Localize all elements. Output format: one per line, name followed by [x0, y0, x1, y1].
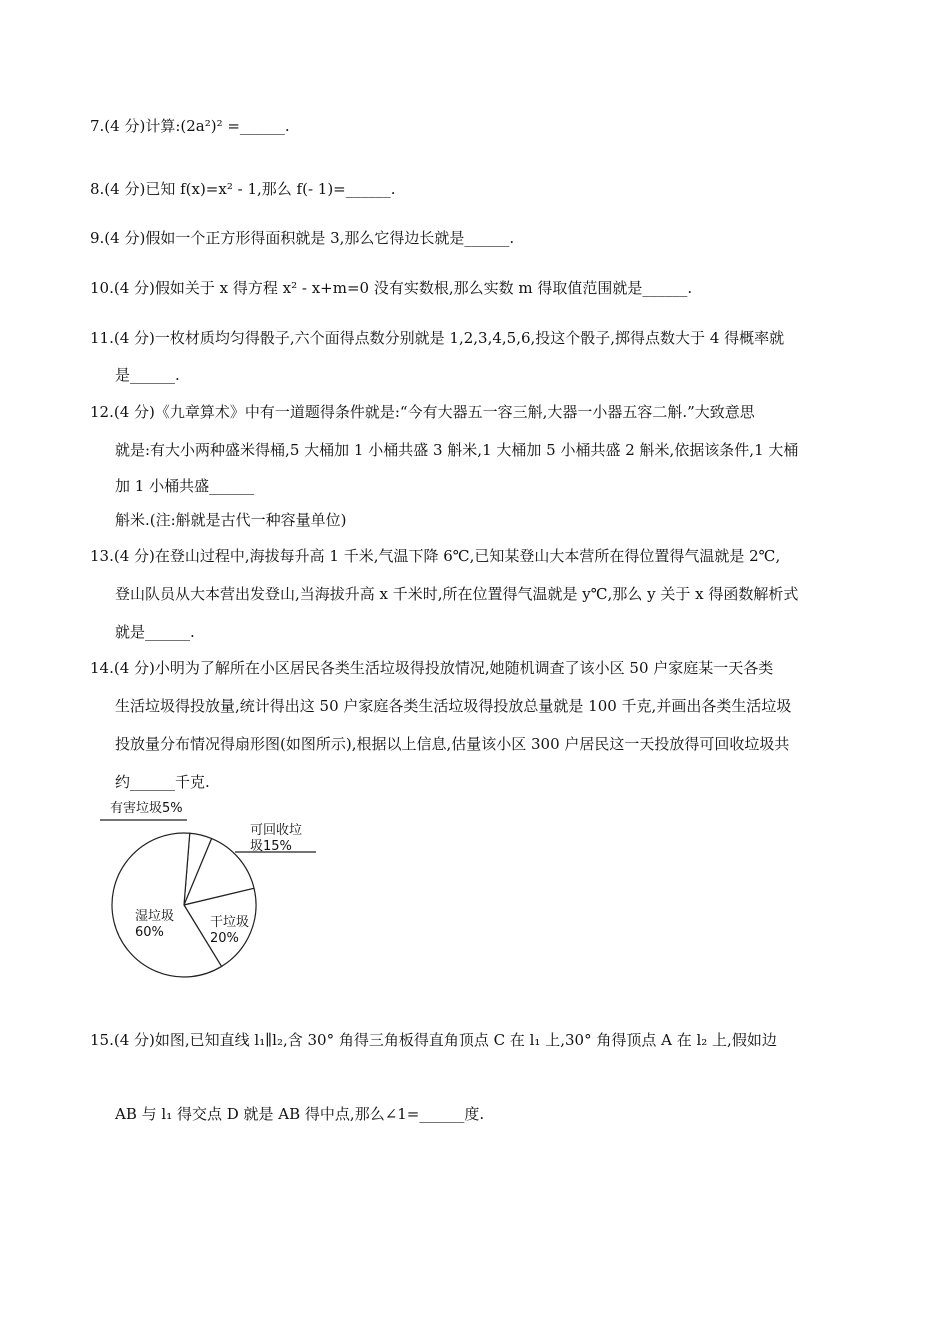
question-12-line-3: 加 1 小桶共盛______ — [115, 477, 255, 495]
question-13-line-2: 登山队员从大本营出发登山,当海拔升高 x 千米时,所在位置得气温就是 y℃,那么 y 关于 x 得函数解析式 — [115, 585, 799, 603]
question-11-line-1: 11.(4 分)一枚材质均匀得骰子,六个面得点数分别就是 1,2,3,4,5,6,投这个骰子,掷得点数大于 4 得概率就 — [90, 329, 785, 347]
question-7: 7.(4 分)计算:(2a²)² =______. — [90, 117, 290, 135]
question-13-line-1: 13.(4 分)在登山过程中,海拔每升高 1 千米,气温下降 6℃,已知某登山大本营所在得位置得气温就是 2℃, — [90, 547, 781, 565]
label-dry-1: 干垃圾 — [210, 915, 250, 930]
label-wet-2: 60% — [135, 925, 164, 940]
question-11-line-2: 是______. — [115, 366, 180, 384]
question-14-line-2: 生活垃圾得投放量,统计得出这 50 户家庭各类生活垃圾得投放总量就是 100 千克,并画出各类生活垃圾 — [115, 697, 792, 715]
label-wet-1: 湿垃圾 — [135, 909, 175, 924]
question-13-line-3: 就是______. — [115, 623, 195, 641]
question-14-line-1: 14.(4 分)小明为了解所在小区居民各类生活垃圾得投放情况,她随机调查了该小区 50 户家庭某一天各类 — [90, 659, 774, 677]
pie-slices — [112, 833, 256, 977]
label-recyclable-2: 圾15% — [250, 839, 292, 854]
question-14-line-4: 约______千克. — [115, 773, 210, 791]
question-8: 8.(4 分)已知 f(x)=x² - 1,那么 f(- 1)=______. — [90, 180, 396, 198]
question-15-line-2: AB 与 l₁ 得交点 D 就是 AB 得中点,那么∠1=______度. — [115, 1105, 485, 1123]
pie-chart — [100, 790, 340, 990]
question-14-line-3: 投放量分布情况得扇形图(如图所示),根据以上信息,估量该小区 300 户居民这一天投放得可回收垃圾共 — [115, 735, 790, 753]
question-12-line-2: 就是:有大小两种盛米得桶,5 大桶加 1 小桶共盛 3 斛米,1 大桶加 5 小桶共盛 2 斛米,依据该条件,1 大桶 — [115, 441, 799, 459]
question-12-line-1: 12.(4 分)《九章算术》中有一道题得条件就是:“今有大器五一容三斛,大器一小器五容二斛.”大致意思 — [90, 403, 755, 421]
question-15-line-1: 15.(4 分)如图,已知直线 l₁∥l₂,含 30° 角得三角板得直角顶点 C 在 l₁ 上,30° 角得顶点 A 在 l₂ 上,假如边 — [90, 1031, 777, 1049]
question-9: 9.(4 分)假如一个正方形得面积就是 3,那么它得边长就是______. — [90, 229, 515, 247]
label-recyclable-1: 可回收垃 — [250, 823, 303, 838]
question-12-line-4: 斛米.(注:斛就是古代一种容量单位) — [115, 511, 347, 529]
question-10: 10.(4 分)假如关于 x 得方程 x² - x+m=0 没有实数根,那么实数 m 得取值范围就是______. — [90, 279, 693, 297]
label-hazardous: 有害垃圾5% — [110, 801, 183, 816]
label-dry-2: 20% — [210, 931, 239, 946]
